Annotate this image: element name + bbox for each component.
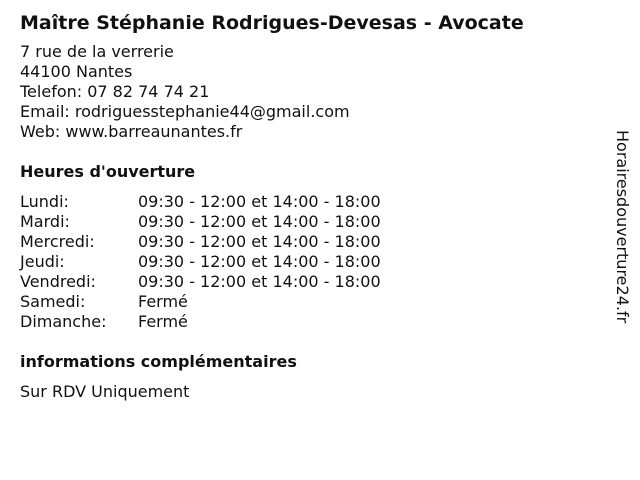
phone-line: Telefon: 07 82 74 74 21 — [20, 82, 210, 101]
site-watermark: Horairesdouverture24.fr — [613, 130, 632, 324]
business-card — [20, 10, 600, 402]
contact-block — [20, 42, 600, 142]
hours-table — [20, 192, 600, 332]
hours-row-sunday — [20, 312, 600, 332]
hours-heading: Heures d'ouverture — [20, 162, 196, 181]
time-value: 09:30 - 12:00 et 14:00 - 18:00 — [138, 212, 381, 231]
time-value: 09:30 - 12:00 et 14:00 - 18:00 — [138, 192, 381, 211]
extra-info-text: Sur RDV Uniquement — [20, 382, 190, 401]
time-value: Fermé — [138, 312, 188, 331]
web-line: Web: www.barreaunantes.fr — [20, 122, 243, 141]
time-value: 09:30 - 12:00 et 14:00 - 18:00 — [138, 272, 381, 291]
page-title: Maître Stéphanie Rodrigues-Devesas - Avocate — [20, 12, 524, 34]
day-label: Lundi: — [20, 192, 69, 211]
hours-row-wednesday — [20, 232, 600, 252]
day-label: Mardi: — [20, 212, 70, 231]
hours-row-thursday — [20, 252, 600, 272]
day-label: Jeudi: — [20, 252, 65, 271]
time-value: Fermé — [138, 292, 188, 311]
hours-row-friday — [20, 272, 600, 292]
hours-row-tuesday — [20, 212, 600, 232]
extra-info-heading: informations complémentaires — [20, 352, 297, 371]
day-label: Mercredi: — [20, 232, 95, 251]
day-label: Vendredi: — [20, 272, 96, 291]
day-label: Samedi: — [20, 292, 86, 311]
postal-city: 44100 Nantes — [20, 62, 133, 81]
email-line: Email: rodriguesstephanie44@gmail.com — [20, 102, 350, 121]
time-value: 09:30 - 12:00 et 14:00 - 18:00 — [138, 252, 381, 271]
hours-row-saturday — [20, 292, 600, 312]
street-address: 7 rue de la verrerie — [20, 42, 174, 61]
day-label: Dimanche: — [20, 312, 107, 331]
hours-row-monday — [20, 192, 600, 212]
time-value: 09:30 - 12:00 et 14:00 - 18:00 — [138, 232, 381, 251]
